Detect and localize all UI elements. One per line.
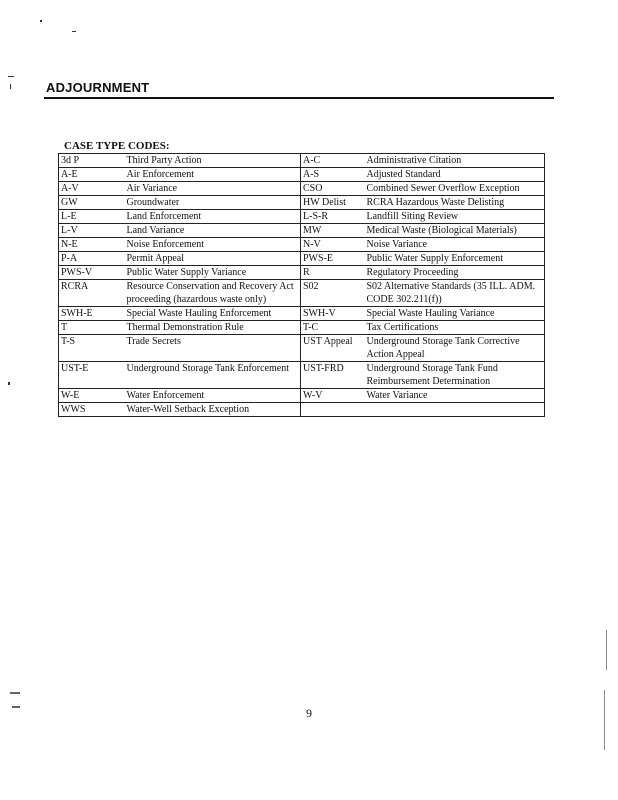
table-row	[59, 403, 545, 417]
case-description: Tax Certifications	[365, 321, 545, 335]
case-description: Land Enforcement	[125, 210, 301, 224]
case-description: Thermal Demonstration Rule	[125, 321, 301, 335]
case-code: 3d P	[59, 154, 125, 168]
table-row	[59, 210, 545, 224]
scan-speck	[40, 20, 42, 22]
scan-speck	[12, 706, 20, 708]
table-row	[59, 252, 545, 266]
table-row	[59, 224, 545, 238]
table-row	[59, 266, 545, 280]
case-code: L-V	[59, 224, 125, 238]
case-type-codes-table	[58, 153, 545, 417]
page-heading: ADJOURNMENT	[46, 80, 150, 95]
case-code: P-A	[59, 252, 125, 266]
table-title: CASE TYPE CODES:	[64, 140, 170, 152]
case-description: Combined Sewer Overflow Exception	[365, 182, 545, 196]
case-description: Resource Conservation and Recovery Act proceeding (hazardous waste only)	[125, 280, 301, 307]
case-description: RCRA Hazardous Waste Delisting	[365, 196, 545, 210]
case-description: Water Enforcement	[125, 389, 301, 403]
case-code: WWS	[59, 403, 125, 417]
table-row	[59, 154, 545, 168]
case-description: Underground Storage Tank Corrective Action Appeal	[365, 335, 545, 362]
case-code: CSO	[301, 182, 365, 196]
case-description: Noise Variance	[365, 238, 545, 252]
case-code: N-E	[59, 238, 125, 252]
scan-speck	[606, 630, 607, 670]
table-row	[59, 238, 545, 252]
table-row	[59, 168, 545, 182]
case-description: Water-Well Setback Exception	[125, 403, 301, 417]
case-code: RCRA	[59, 280, 125, 307]
case-description: Land Variance	[125, 224, 301, 238]
case-description: Groundwater	[125, 196, 301, 210]
case-code: S02	[301, 280, 365, 307]
heading-rule	[44, 97, 554, 99]
case-code: A-C	[301, 154, 365, 168]
case-code	[301, 403, 365, 417]
case-description: Permit Appeal	[125, 252, 301, 266]
case-code: L-S-R	[301, 210, 365, 224]
case-code: R	[301, 266, 365, 280]
case-description: S02 Alternative Standards (35 ILL. ADM. CODE 302.211(f))	[365, 280, 545, 307]
case-code: MW	[301, 224, 365, 238]
case-description: Regulatory Proceeding	[365, 266, 545, 280]
case-code: SWH-E	[59, 307, 125, 321]
table-row	[59, 280, 545, 307]
case-description	[365, 403, 545, 417]
case-code: A-V	[59, 182, 125, 196]
case-code: T	[59, 321, 125, 335]
case-description: Adjusted Standard	[365, 168, 545, 182]
table-row	[59, 182, 545, 196]
case-code: T-S	[59, 335, 125, 362]
case-description: Public Water Supply Enforcement	[365, 252, 545, 266]
page-number: 9	[306, 706, 312, 720]
case-code: W-V	[301, 389, 365, 403]
case-description: Special Waste Hauling Enforcement	[125, 307, 301, 321]
scan-speck	[10, 84, 11, 89]
case-code: T-C	[301, 321, 365, 335]
case-code: A-S	[301, 168, 365, 182]
scan-speck	[8, 382, 10, 385]
table-row	[59, 362, 545, 389]
case-code: N-V	[301, 238, 365, 252]
case-code: UST-E	[59, 362, 125, 389]
case-description: Landfill Siting Review	[365, 210, 545, 224]
case-code: UST-FRD	[301, 362, 365, 389]
case-description: Public Water Supply Variance	[125, 266, 301, 280]
case-code: PWS-E	[301, 252, 365, 266]
case-description: Noise Enforcement	[125, 238, 301, 252]
scan-speck	[72, 31, 76, 32]
table-row	[59, 321, 545, 335]
table-row	[59, 389, 545, 403]
case-code: A-E	[59, 168, 125, 182]
case-description: Water Variance	[365, 389, 545, 403]
scan-speck	[8, 76, 14, 77]
case-description: Third Party Action	[125, 154, 301, 168]
case-code: GW	[59, 196, 125, 210]
table-row	[59, 335, 545, 362]
case-description: Air Variance	[125, 182, 301, 196]
table-row	[59, 196, 545, 210]
case-code: UST Appeal	[301, 335, 365, 362]
case-description: Underground Storage Tank Enforcement	[125, 362, 301, 389]
scan-speck	[604, 690, 605, 750]
table-row	[59, 307, 545, 321]
case-code: PWS-V	[59, 266, 125, 280]
case-description: Medical Waste (Biological Materials)	[365, 224, 545, 238]
case-code: SWH-V	[301, 307, 365, 321]
case-code: W-E	[59, 389, 125, 403]
case-description: Underground Storage Tank Fund Reimbursement Determination	[365, 362, 545, 389]
case-code: L-E	[59, 210, 125, 224]
case-description: Air Enforcement	[125, 168, 301, 182]
case-description: Administrative Citation	[365, 154, 545, 168]
scan-speck	[10, 692, 20, 694]
case-description: Special Waste Hauling Variance	[365, 307, 545, 321]
case-description: Trade Secrets	[125, 335, 301, 362]
case-code: HW Delist	[301, 196, 365, 210]
